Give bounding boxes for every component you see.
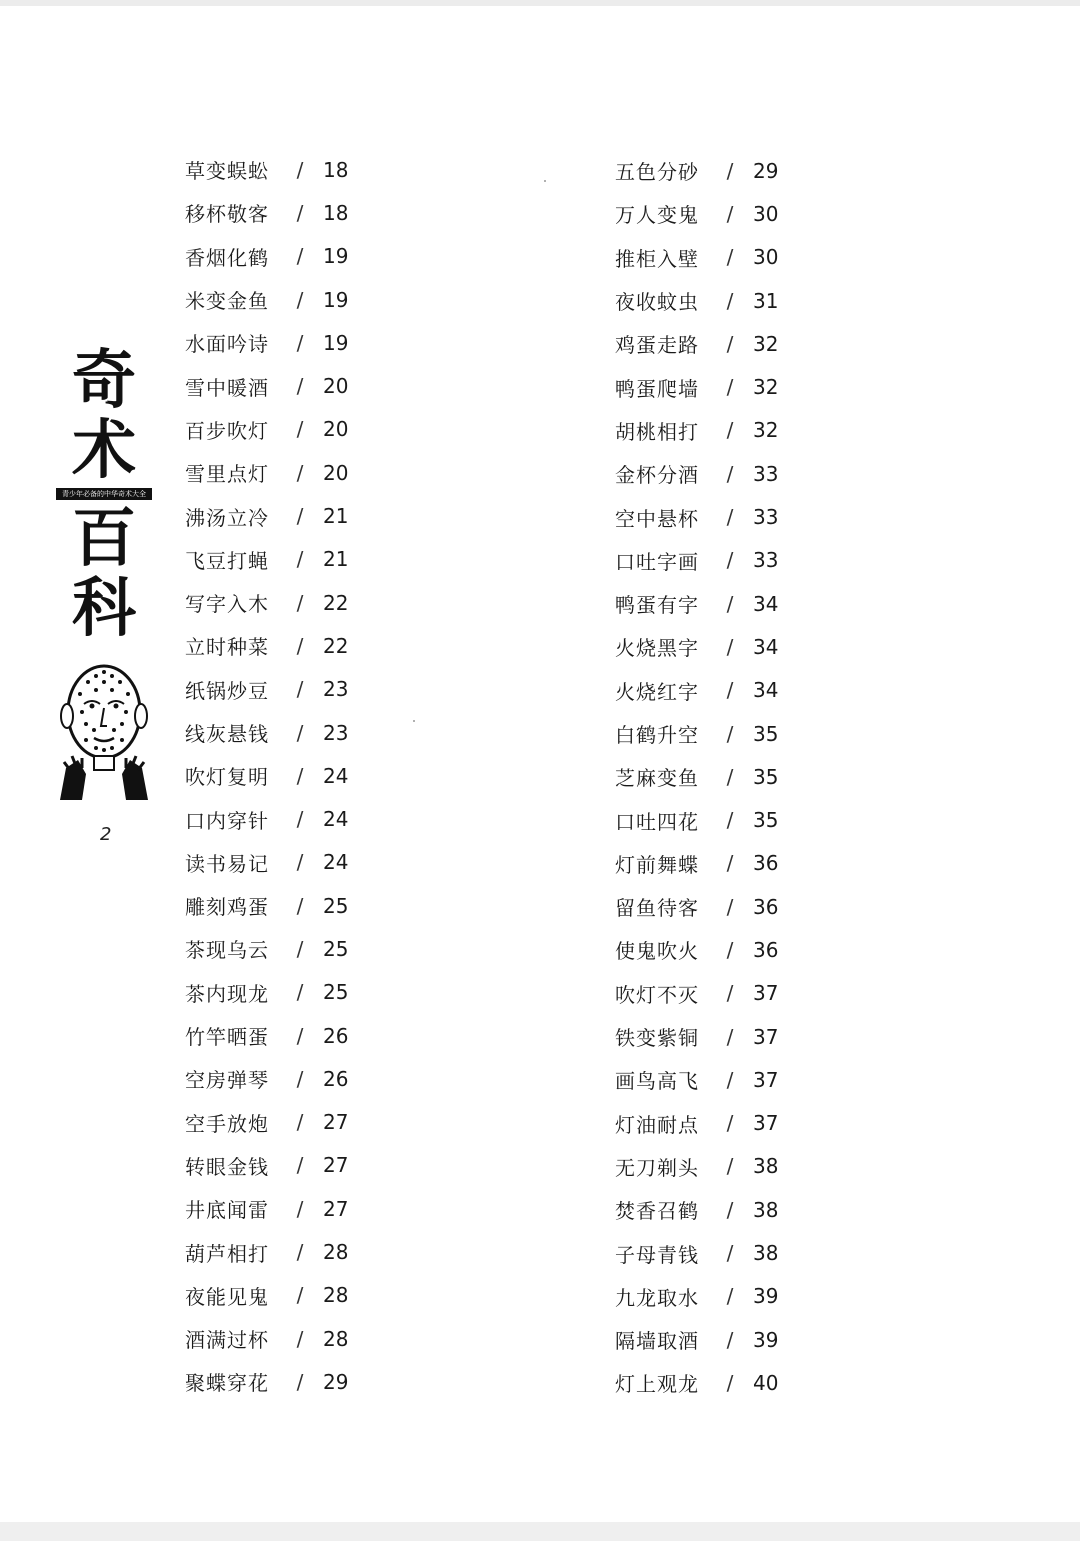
toc-entry-title: 火烧红字 xyxy=(615,679,699,704)
toc-entry xyxy=(185,668,348,711)
toc-entry-separator: / xyxy=(726,851,734,876)
toc-entry-title: 胡桃相打 xyxy=(615,419,699,444)
toc-entry xyxy=(615,842,778,885)
toc-entry-title: 水面吟诗 xyxy=(185,332,269,357)
toc-entry-title: 立时种菜 xyxy=(185,635,269,660)
toc-entry-page: 24 xyxy=(323,807,349,832)
toc-entry-title: 隔墙取酒 xyxy=(615,1329,699,1354)
toc-entry-page: 39 xyxy=(753,1327,779,1352)
toc-entry-title: 火烧黑字 xyxy=(615,636,699,661)
toc-entry-separator: / xyxy=(726,461,734,486)
toc-entry-separator: / xyxy=(726,678,734,703)
toc-entry-separator: / xyxy=(296,1196,304,1221)
toc-entry-page: 35 xyxy=(753,721,779,746)
toc-entry-page: 34 xyxy=(753,678,779,703)
toc-entry-page: 27 xyxy=(323,1196,349,1221)
toc-entry-separator: / xyxy=(296,893,304,918)
toc-entry-title: 灯前舞蝶 xyxy=(615,852,699,877)
toc-entry-separator: / xyxy=(726,1284,734,1309)
toc-entry-title: 读书易记 xyxy=(185,851,269,876)
toc-entry-page: 36 xyxy=(753,894,779,919)
toc-entry-separator: / xyxy=(296,374,304,399)
toc-entry-separator: / xyxy=(296,157,304,182)
toc-entry xyxy=(615,1188,778,1231)
toc-entry-title: 吹灯不灭 xyxy=(615,982,699,1007)
toc-column-right xyxy=(615,149,778,1405)
toc-entry-separator: / xyxy=(726,764,734,789)
toc-entry-page: 39 xyxy=(753,1284,779,1309)
toc-entry-page: 30 xyxy=(753,201,779,226)
toc-entry-page: 35 xyxy=(753,808,779,833)
toc-entry-page: 32 xyxy=(753,331,779,356)
toc-entry-separator: / xyxy=(296,936,304,961)
toc-entry-title: 灯油耐点 xyxy=(615,1112,699,1137)
toc-entry-separator: / xyxy=(726,1067,734,1092)
toc-entry-separator: / xyxy=(296,460,304,485)
toc-entry-title: 沸汤立冷 xyxy=(185,505,269,530)
toc-entry-page: 31 xyxy=(753,288,779,313)
toc-entry-separator: / xyxy=(296,330,304,355)
toc-entry-title: 白鹤升空 xyxy=(615,723,699,747)
toc-entry-page: 20 xyxy=(323,374,349,399)
toc-entry-page: 38 xyxy=(753,1154,779,1179)
book-title-spine xyxy=(56,343,152,804)
toc-entry-separator: / xyxy=(726,245,734,270)
toc-entry-page: 18 xyxy=(323,157,349,182)
toc-entry xyxy=(615,322,778,365)
toc-entry xyxy=(185,1274,348,1317)
toc-entry-page: 22 xyxy=(323,590,349,615)
toc-entry-title: 茶现乌云 xyxy=(185,938,269,963)
toc-entry-separator: / xyxy=(726,894,734,919)
toc-entry-title: 聚蝶穿花 xyxy=(185,1371,269,1396)
toc-entry-separator: / xyxy=(726,1197,734,1222)
toc-entry xyxy=(185,841,348,884)
toc-entry xyxy=(185,1187,348,1230)
toc-entry-title: 焚香召鹤 xyxy=(615,1199,699,1224)
toc-entry-separator: / xyxy=(296,1023,304,1048)
toc-entry-page: 23 xyxy=(323,720,349,745)
toc-entry-page: 28 xyxy=(323,1326,349,1351)
toc-entry-title: 转眼金钱 xyxy=(185,1154,269,1179)
toc-entry-title: 画鸟高飞 xyxy=(615,1069,699,1094)
toc-entry xyxy=(615,279,778,322)
toc-entry-separator: / xyxy=(296,1153,304,1178)
toc-entry-separator: / xyxy=(726,1024,734,1049)
toc-entry-page: 21 xyxy=(323,504,349,529)
toc-entry-separator: / xyxy=(296,1240,304,1265)
toc-entry-title: 线灰悬钱 xyxy=(185,722,269,746)
toc-entry xyxy=(185,711,348,754)
spine-subtitle: 青少年必备的中华奇术大全 xyxy=(56,488,152,500)
toc-entry-title: 口内穿针 xyxy=(185,808,269,833)
toc-entry-page: 38 xyxy=(753,1241,779,1266)
title-char-3: 百 xyxy=(72,501,136,576)
toc-entry-title: 夜收蚊虫 xyxy=(615,290,699,315)
toc-entry-page: 29 xyxy=(323,1369,349,1394)
toc-entry-separator: / xyxy=(726,288,734,313)
toc-entry-page: 37 xyxy=(753,981,779,1006)
toc-entry-title: 金杯分酒 xyxy=(615,463,699,488)
toc-entry-separator: / xyxy=(296,287,304,312)
toc-entry xyxy=(185,971,348,1014)
toc-entry xyxy=(615,972,778,1015)
toc-entry-page: 22 xyxy=(323,633,349,658)
toc-entry-page: 25 xyxy=(323,936,349,961)
toc-entry-page: 28 xyxy=(323,1240,349,1265)
toc-entry-separator: / xyxy=(296,1369,304,1394)
toc-entry-page: 18 xyxy=(323,200,349,225)
toc-entry-separator: / xyxy=(296,850,304,875)
toc-entry-page: 37 xyxy=(753,1111,779,1136)
toc-entry-page: 36 xyxy=(753,851,779,876)
toc-entry-title: 万人变鬼 xyxy=(615,203,699,228)
toc-entry-page: 33 xyxy=(753,505,779,530)
toc-entry-title: 口吐字画 xyxy=(615,549,699,574)
toc-entry xyxy=(185,1101,348,1144)
toc-entry-page: 19 xyxy=(323,330,349,355)
toc-entry-page: 37 xyxy=(753,1024,779,1049)
toc-entry-separator: / xyxy=(296,1066,304,1091)
toc-entry xyxy=(185,408,348,451)
toc-entry-title: 雕刻鸡蛋 xyxy=(185,895,269,920)
toc-entry xyxy=(615,409,778,452)
toc-entry xyxy=(185,1057,348,1100)
toc-entry-page: 37 xyxy=(753,1067,779,1092)
toc-entry xyxy=(185,451,348,494)
toc-entry xyxy=(615,885,778,928)
toc-entry xyxy=(185,1317,348,1360)
toc-entry-title: 口吐四花 xyxy=(615,809,699,834)
toc-entry xyxy=(615,712,778,755)
toc-entry xyxy=(615,669,778,712)
toc-entry-page: 21 xyxy=(323,547,349,572)
toc-entry xyxy=(185,1230,348,1273)
toc-entry-separator: / xyxy=(726,548,734,573)
toc-entry xyxy=(615,495,778,538)
toc-entry xyxy=(185,364,348,407)
toc-entry-title: 灯上观龙 xyxy=(615,1372,699,1397)
toc-entry-page: 20 xyxy=(323,460,349,485)
scan-speck xyxy=(413,720,415,722)
toc-entry-title: 九龙取水 xyxy=(615,1285,699,1310)
toc-entry-separator: / xyxy=(726,634,734,659)
toc-entry-title: 吹灯复明 xyxy=(185,765,269,790)
toc-entry xyxy=(615,149,778,192)
toc-entry-separator: / xyxy=(296,720,304,745)
toc-entry xyxy=(185,278,348,321)
toc-entry xyxy=(185,235,348,278)
toc-entry-title: 使鬼吹火 xyxy=(615,939,699,964)
toc-entry-page: 26 xyxy=(323,1066,349,1091)
toc-entry xyxy=(185,797,348,840)
toc-entry xyxy=(185,754,348,797)
toc-entry-separator: / xyxy=(726,1154,734,1179)
toc-entry xyxy=(615,1275,778,1318)
book-page xyxy=(0,6,1080,1522)
toc-entry xyxy=(615,1318,778,1361)
toc-entry-title: 草变蜈蚣 xyxy=(185,159,269,184)
toc-entry-page: 33 xyxy=(753,548,779,573)
toc-entry-separator: / xyxy=(726,1111,734,1136)
toc-entry-separator: / xyxy=(726,375,734,400)
toc-entry-page: 32 xyxy=(753,375,779,400)
toc-entry-separator: / xyxy=(726,937,734,962)
toc-entry-title: 夜能见鬼 xyxy=(185,1284,269,1309)
title-char-4: 科 xyxy=(72,571,136,646)
toc-entry-title: 空房弹琴 xyxy=(185,1068,269,1093)
toc-entry-title: 香烟化鹤 xyxy=(185,245,269,270)
toc-entry xyxy=(185,1360,348,1403)
toc-entry xyxy=(615,452,778,495)
toc-entry-title: 推柜入壁 xyxy=(615,246,699,271)
toc-entry-page: 40 xyxy=(753,1370,779,1395)
toc-entry xyxy=(185,494,348,537)
toc-entry-page: 36 xyxy=(753,937,779,962)
toc-entry-separator: / xyxy=(726,158,734,183)
toc-entry-title: 空中悬杯 xyxy=(615,506,699,531)
toc-entry xyxy=(615,1058,778,1101)
toc-entry-title: 酒满过杯 xyxy=(185,1328,269,1353)
toc-entry-separator: / xyxy=(296,1283,304,1308)
toc-entry-page: 29 xyxy=(753,158,779,183)
toc-entry-title: 鸭蛋爬墙 xyxy=(615,376,699,401)
toc-entry-page: 27 xyxy=(323,1153,349,1178)
toc-entry-page: 23 xyxy=(323,677,349,702)
toc-entry-separator: / xyxy=(726,201,734,226)
toc-entry-title: 雪里点灯 xyxy=(185,462,269,487)
toc-entry xyxy=(185,1014,348,1057)
toc-entry-page: 27 xyxy=(323,1110,349,1135)
toc-entry xyxy=(185,1144,348,1187)
toc-entry-separator: / xyxy=(296,244,304,269)
toc-entry-separator: / xyxy=(296,417,304,442)
toc-entry-page: 24 xyxy=(323,850,349,875)
toc-entry xyxy=(615,365,778,408)
toc-entry-page: 35 xyxy=(753,764,779,789)
toc-entry xyxy=(185,927,348,970)
toc-entry-title: 鸭蛋有字 xyxy=(615,593,699,618)
toc-entry-separator: / xyxy=(296,504,304,529)
toc-entry-title: 五色分砂 xyxy=(615,160,699,185)
toc-entry-title: 铁变紫铜 xyxy=(615,1026,699,1051)
toc-entry xyxy=(615,1231,778,1274)
toc-entry-separator: / xyxy=(726,331,734,356)
toc-entry-title: 百步吹灯 xyxy=(185,418,269,443)
toc-entry-title: 飞豆打蝇 xyxy=(185,548,269,573)
toc-entry-title: 空手放炮 xyxy=(185,1111,269,1136)
toc-entry-title: 写字入木 xyxy=(185,592,269,617)
toc-entry xyxy=(615,236,778,279)
toc-entry-separator: / xyxy=(726,591,734,616)
toc-entry-page: 25 xyxy=(323,980,349,1005)
toc-entry xyxy=(185,191,348,234)
scan-speck xyxy=(544,180,546,182)
toc-entry-separator: / xyxy=(296,200,304,225)
toc-entry-title: 鸡蛋走路 xyxy=(615,333,699,358)
toc-entry-separator: / xyxy=(726,1370,734,1395)
toc-entry-title: 纸锅炒豆 xyxy=(185,678,269,703)
toc-entry xyxy=(615,1102,778,1145)
toc-entry-page: 20 xyxy=(323,417,349,442)
toc-entry-title: 芝麻变鱼 xyxy=(615,766,699,791)
toc-entry xyxy=(615,1015,778,1058)
toc-entry-title: 井底闻雷 xyxy=(185,1198,269,1223)
toc-entry-title: 留鱼待客 xyxy=(615,896,699,921)
toc-entry-page: 34 xyxy=(753,634,779,659)
title-char-1: 奇 xyxy=(72,343,136,418)
toc-entry xyxy=(185,321,348,364)
toc-entry-separator: / xyxy=(296,1110,304,1135)
toc-entry-title: 竹竿晒蛋 xyxy=(185,1025,269,1050)
toc-entry-separator: / xyxy=(726,721,734,746)
toc-entry xyxy=(615,1145,778,1188)
toc-entry xyxy=(615,582,778,625)
page-number: 2 xyxy=(100,824,112,845)
toc-entry-page: 24 xyxy=(323,763,349,788)
toc-entry-separator: / xyxy=(726,418,734,443)
toc-entry-separator: / xyxy=(296,677,304,702)
acupoint-face-illustration xyxy=(56,650,152,804)
toc-entry-title: 葫芦相打 xyxy=(185,1241,269,1266)
toc-entry xyxy=(615,928,778,971)
toc-entry-separator: / xyxy=(726,1327,734,1352)
toc-entry xyxy=(185,624,348,667)
toc-entry-title: 移杯敬客 xyxy=(185,202,269,227)
toc-entry-page: 28 xyxy=(323,1283,349,1308)
toc-entry-separator: / xyxy=(296,590,304,615)
toc-entry-page: 34 xyxy=(753,591,779,616)
toc-entry xyxy=(185,581,348,624)
toc-entry xyxy=(185,538,348,581)
toc-entry-page: 33 xyxy=(753,461,779,486)
toc-entry-separator: / xyxy=(726,981,734,1006)
toc-entry-separator: / xyxy=(726,505,734,530)
bottom-border xyxy=(0,1522,1080,1541)
toc-entry-page: 26 xyxy=(323,1023,349,1048)
toc-entry-title: 米变金鱼 xyxy=(185,289,269,314)
toc-entry-title: 茶内现龙 xyxy=(185,981,269,1006)
toc-entry-separator: / xyxy=(296,547,304,572)
toc-entry-page: 38 xyxy=(753,1197,779,1222)
toc-entry-separator: / xyxy=(726,1241,734,1266)
toc-entry-separator: / xyxy=(296,1326,304,1351)
toc-entry-page: 19 xyxy=(323,287,349,312)
toc-entry-page: 32 xyxy=(753,418,779,443)
toc-entry-page: 25 xyxy=(323,893,349,918)
toc-entry-separator: / xyxy=(296,633,304,658)
title-char-2: 术 xyxy=(72,413,136,488)
toc-entry-title: 无刀剃头 xyxy=(615,1155,699,1180)
toc-entry xyxy=(615,625,778,668)
toc-entry-title: 雪中暖酒 xyxy=(185,375,269,400)
toc-entry xyxy=(615,1361,778,1404)
toc-entry-title: 子母青钱 xyxy=(615,1242,699,1267)
toc-entry xyxy=(615,192,778,235)
toc-column-left xyxy=(185,148,348,1404)
toc-entry-separator: / xyxy=(296,980,304,1005)
toc-entry-separator: / xyxy=(726,808,734,833)
toc-entry-separator: / xyxy=(296,763,304,788)
toc-entry-page: 30 xyxy=(753,245,779,270)
toc-entry-separator: / xyxy=(296,807,304,832)
toc-entry xyxy=(185,148,348,191)
toc-entry xyxy=(615,539,778,582)
toc-entry-page: 19 xyxy=(323,244,349,269)
toc-entry xyxy=(185,884,348,927)
toc-entry xyxy=(615,755,778,798)
toc-entry xyxy=(615,798,778,841)
